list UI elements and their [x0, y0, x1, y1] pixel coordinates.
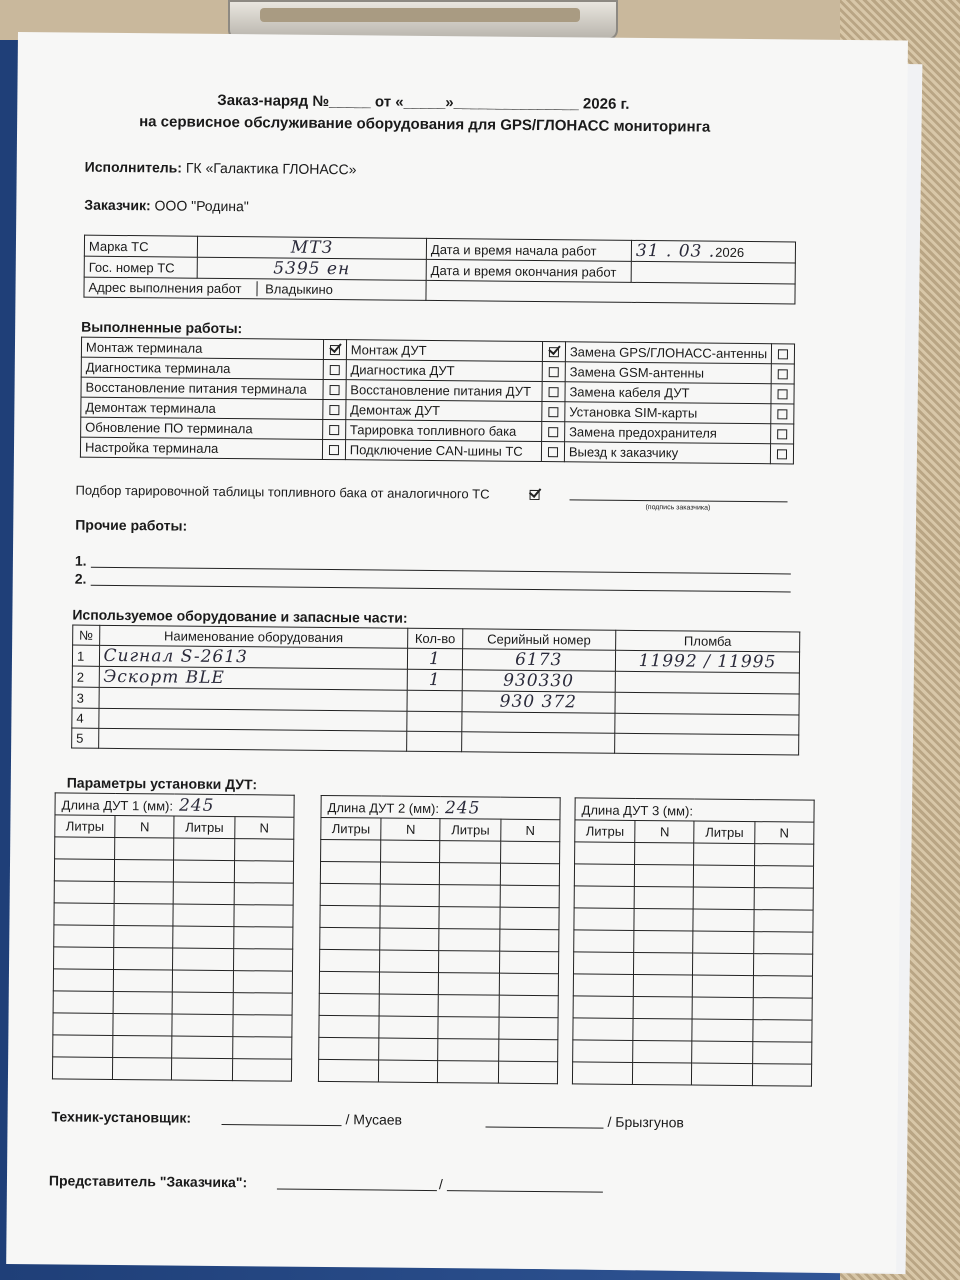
dut-length-label: Длина ДУТ 1 (мм):: [61, 796, 174, 814]
tariff-line: [76, 483, 540, 502]
rep-separator: /: [438, 1176, 443, 1193]
end-label: Дата и время окончания работ: [426, 259, 631, 282]
work-label: Выезд к заказчику: [564, 442, 771, 464]
equipment-seal: 11992 / 11995: [638, 650, 777, 673]
work-label: Демонтаж терминала: [81, 397, 323, 419]
customer-signature-line: [570, 499, 788, 502]
work-label: Замена предохранителя: [565, 422, 772, 444]
dut-row: [54, 859, 293, 883]
dut-title: Параметры установки ДУТ:: [66, 774, 258, 793]
work-label: Монтаж ДУТ: [346, 340, 543, 362]
dut-row: [574, 908, 813, 932]
dut-length-value: 245: [178, 795, 215, 816]
customer-label: Заказчик:: [84, 196, 151, 214]
executor-line: [85, 159, 357, 178]
other-line-1: [91, 567, 791, 575]
tech2-name: / Брызгунов: [607, 1113, 684, 1131]
equipment-header: №: [73, 625, 100, 645]
equipment-row-number: 2: [72, 666, 99, 687]
dut-col-header: Литры: [694, 821, 754, 844]
work-checkbox[interactable]: [549, 347, 559, 357]
dut-row: [318, 1059, 557, 1083]
tech2-signature-line: [486, 1127, 604, 1129]
dut-col-header: Литры: [321, 817, 381, 840]
work-label: Установка SIM-карты: [565, 402, 772, 424]
dut-row: [573, 1018, 812, 1042]
dut-row: [573, 974, 812, 998]
customer-line: [84, 197, 249, 215]
dut-row: [573, 1040, 812, 1064]
equipment-row-number: 1: [72, 645, 99, 666]
plate-value: 5395 ен: [273, 258, 351, 280]
dut-col-header: Литры: [174, 816, 234, 839]
work-label: Демонтаж ДУТ: [346, 400, 543, 422]
equipment-table: [71, 625, 800, 756]
dut-row: [320, 905, 559, 929]
dut-col-header: N: [500, 819, 559, 842]
work-checkbox[interactable]: [778, 349, 788, 359]
dut-col-header: Литры: [55, 815, 115, 838]
form-title: Заказ-наряд №_____ от «_____»_______________ 2026 г.: [217, 91, 630, 113]
equipment-row-number: 4: [72, 708, 99, 728]
equipment-row-number: 3: [72, 687, 99, 708]
dut-col-header: N: [754, 822, 813, 845]
dut-table-2: [318, 795, 561, 1084]
dut-row: [319, 1015, 558, 1039]
dut-row: [320, 927, 559, 951]
dut-row: [54, 925, 293, 949]
equipment-row-number: 5: [72, 728, 99, 748]
other-works-title: Прочие работы:: [75, 516, 188, 534]
start-year: 2026: [715, 244, 745, 260]
dut-row: [572, 1062, 811, 1086]
equipment-serial: 930330: [503, 670, 575, 692]
other-line-1-number: 1.: [74, 552, 87, 569]
work-label: Замена GSM-антенны: [565, 362, 772, 384]
equipment-qty: 1: [428, 648, 441, 670]
work-label: Монтаж терминала: [81, 337, 323, 359]
form-subtitle: на сервисное обслуживание оборудования для GPS/ГЛОНАСС мониторинга: [139, 113, 711, 136]
dut-row: [54, 903, 293, 927]
executor-value: ГК «Галактика ГЛОНАСС»: [185, 159, 357, 178]
address-label: Адрес выполнения работ: [84, 280, 257, 297]
work-checkbox[interactable]: [329, 405, 339, 415]
work-checkbox[interactable]: [329, 445, 339, 455]
dut-col-header: N: [115, 815, 174, 838]
start-label: Дата и время начала работ: [426, 238, 631, 261]
dut-row: [321, 839, 560, 863]
equipment-header: Пломба: [616, 630, 800, 652]
work-label: Восстановление питания терминала: [81, 377, 323, 399]
work-label: Замена GPS/ГЛОНАСС-антенны: [565, 342, 772, 364]
work-checkbox[interactable]: [549, 387, 559, 397]
work-checkbox[interactable]: [777, 449, 787, 459]
dut-row: [573, 996, 812, 1020]
work-checkbox[interactable]: [777, 429, 787, 439]
equipment-name: Эскорт BLE: [103, 666, 225, 689]
work-label: Диагностика терминала: [81, 357, 323, 379]
work-checkbox[interactable]: [548, 447, 558, 457]
dut-row: [573, 952, 812, 976]
dut-row: [574, 864, 813, 888]
work-checkbox[interactable]: [330, 345, 340, 355]
vehicle-table: [83, 235, 796, 305]
dut-row: [53, 991, 292, 1015]
dut-row: [320, 883, 559, 907]
work-label: Обновление ПО терминала: [81, 417, 323, 439]
dut-length-label: Длина ДУТ 2 (мм):: [327, 799, 440, 816]
dut-length-value: 245: [444, 797, 481, 818]
equipment-header: Кол-во: [408, 628, 463, 649]
dut-table-3: [572, 797, 815, 1086]
work-label: Диагностика ДУТ: [346, 360, 543, 382]
start-value: 31 . 03 .: [635, 240, 716, 262]
dut-row: [320, 861, 559, 885]
rep-signature-line-2: [447, 1190, 603, 1192]
equipment-header: Наименование оборудования: [99, 625, 408, 648]
work-checkbox[interactable]: [329, 425, 339, 435]
other-line-2-number: 2.: [74, 570, 87, 587]
dut-row: [319, 971, 558, 995]
equipment-serial: 6173: [515, 649, 563, 671]
tech1-name: / Мусаев: [345, 1111, 403, 1128]
plate-label: Гос. номер ТС: [84, 256, 197, 278]
rep-label: Представитель "Заказчика":: [48, 1172, 248, 1191]
works-table: [80, 337, 795, 465]
other-line-2: [91, 585, 791, 593]
dut-col-header: Литры: [575, 820, 635, 843]
dut-col-header: N: [635, 820, 694, 843]
equipment-title: Используемое оборудование и запасные части:: [72, 606, 408, 626]
work-checkbox[interactable]: [329, 385, 339, 395]
dut-row: [319, 993, 558, 1017]
dut-table-1: [52, 792, 295, 1081]
work-label: Восстановление питания ДУТ: [346, 380, 543, 402]
equipment-qty: 1: [428, 669, 441, 691]
work-checkbox[interactable]: [330, 365, 340, 375]
dut-col-header: N: [381, 818, 440, 841]
work-label: Замена кабеля ДУТ: [565, 382, 772, 404]
order-form-sheet: [6, 32, 908, 1272]
work-label: Тарировка топливного бака: [345, 420, 542, 442]
equipment-serial: 930 372: [499, 691, 578, 713]
end-value: [631, 261, 795, 284]
executor-label: Исполнитель:: [84, 158, 183, 176]
dut-row: [52, 1057, 291, 1081]
dut-row: [574, 886, 813, 910]
dut-row: [319, 1037, 558, 1061]
brand-label: Марка ТС: [84, 235, 197, 257]
works-title: Выполненные работы:: [81, 318, 243, 337]
dut-row: [54, 947, 293, 971]
rep-signature-line-1: [277, 1189, 437, 1192]
tech-label: Техник-установщик:: [51, 1108, 192, 1126]
customer-value: ООО "Родина": [154, 197, 249, 215]
dut-row: [575, 842, 814, 866]
equipment-name: Сигнал S-2613: [103, 645, 249, 668]
dut-row: [53, 969, 292, 993]
signature-caption: (подпись заказчика): [645, 504, 711, 512]
address-value: Владыкино: [265, 281, 334, 298]
work-checkbox[interactable]: [548, 427, 558, 437]
work-checkbox[interactable]: [778, 369, 788, 379]
dut-col-header: N: [235, 817, 294, 840]
tech1-signature-line: [222, 1124, 342, 1126]
dut-col-header: Литры: [440, 819, 500, 842]
dut-row: [53, 1013, 292, 1037]
work-checkbox[interactable]: [548, 407, 558, 417]
work-checkbox[interactable]: [549, 367, 559, 377]
work-checkbox[interactable]: [777, 409, 787, 419]
dut-row: [54, 881, 293, 905]
dut-row: [55, 837, 294, 861]
work-label: Подключение CAN-шины ТС: [345, 440, 542, 462]
work-label: Настройка терминала: [80, 437, 322, 459]
tariff-label: Подбор тарировочной таблицы топливного бака от аналогичного ТС: [75, 482, 490, 502]
equipment-header: Серийный номер: [462, 629, 616, 650]
dut-length-label: Длина ДУТ 3 (мм):: [581, 801, 694, 819]
work-checkbox[interactable]: [778, 389, 788, 399]
dut-row: [53, 1035, 292, 1059]
tariff-checkbox[interactable]: [529, 490, 539, 500]
dut-row: [574, 930, 813, 954]
brand-value: МТЗ: [290, 237, 334, 259]
dut-row: [319, 949, 558, 973]
